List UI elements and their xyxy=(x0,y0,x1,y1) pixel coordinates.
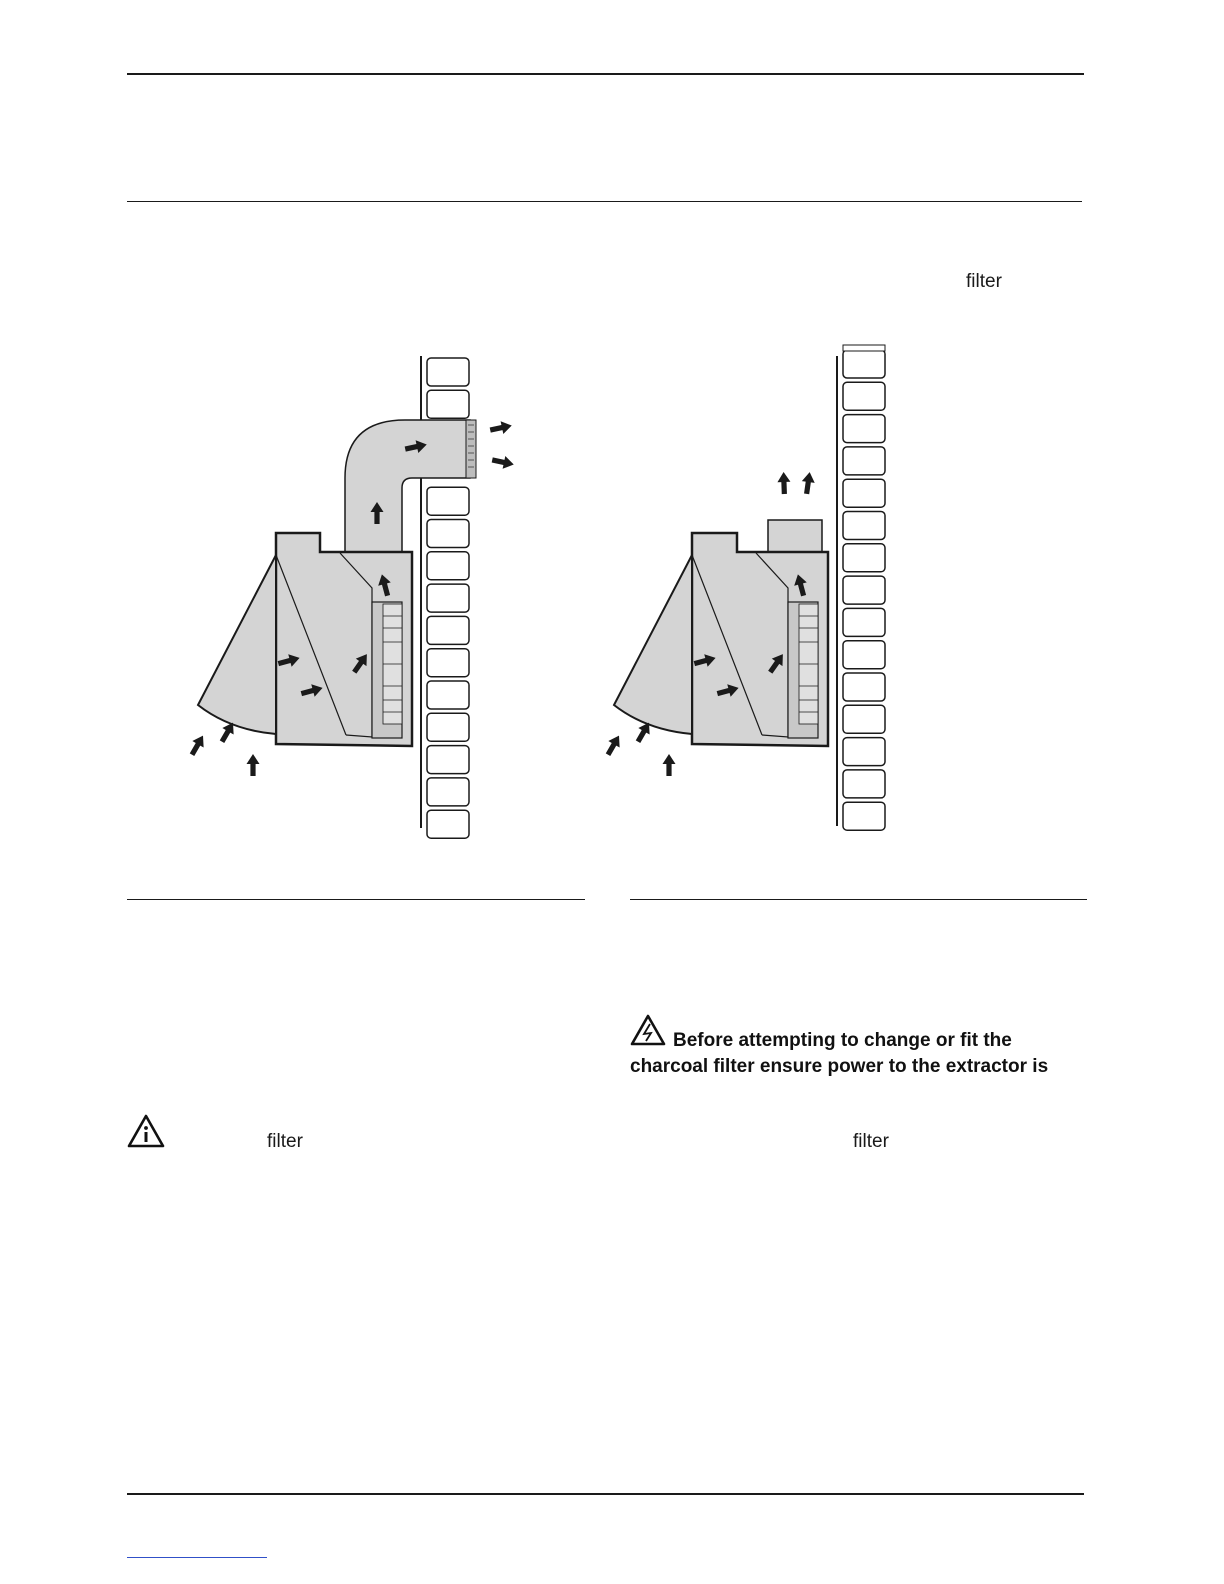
brick xyxy=(427,810,469,838)
brick xyxy=(843,350,885,378)
brick xyxy=(843,415,885,443)
brick xyxy=(427,520,469,548)
brick xyxy=(843,544,885,572)
brick xyxy=(843,382,885,410)
brick xyxy=(427,584,469,612)
brick xyxy=(843,447,885,475)
brick xyxy=(427,616,469,644)
brick xyxy=(843,576,885,604)
brick xyxy=(427,552,469,580)
filter-label-left: filter xyxy=(267,1131,303,1152)
brick xyxy=(427,487,469,515)
brick xyxy=(843,673,885,701)
brick xyxy=(843,608,885,636)
brick xyxy=(427,649,469,677)
brick xyxy=(427,390,469,418)
electric-hazard-icon xyxy=(630,1014,666,1046)
filter-label-right: filter xyxy=(853,1131,889,1152)
left-column-rule xyxy=(127,899,585,900)
brick xyxy=(843,802,885,830)
warning-line-1: Before attempting to change or fit the xyxy=(673,1030,1012,1051)
right-column-rule xyxy=(630,899,1087,900)
brick xyxy=(843,479,885,507)
caution-triangle-icon xyxy=(127,1114,165,1148)
filter-label-top: filter xyxy=(966,271,1002,292)
brick-cap xyxy=(843,345,885,351)
brick xyxy=(427,713,469,741)
brick xyxy=(427,746,469,774)
brick xyxy=(843,770,885,798)
footer-link-underline xyxy=(127,1557,267,1558)
footer-rule xyxy=(127,1493,1084,1495)
brick xyxy=(843,738,885,766)
brick xyxy=(427,681,469,709)
brick xyxy=(427,778,469,806)
brick xyxy=(843,512,885,540)
warning-line-2: charcoal filter ensure power to the extractor is xyxy=(630,1056,1049,1077)
brick xyxy=(427,358,469,386)
brick xyxy=(843,705,885,733)
brick xyxy=(843,641,885,669)
